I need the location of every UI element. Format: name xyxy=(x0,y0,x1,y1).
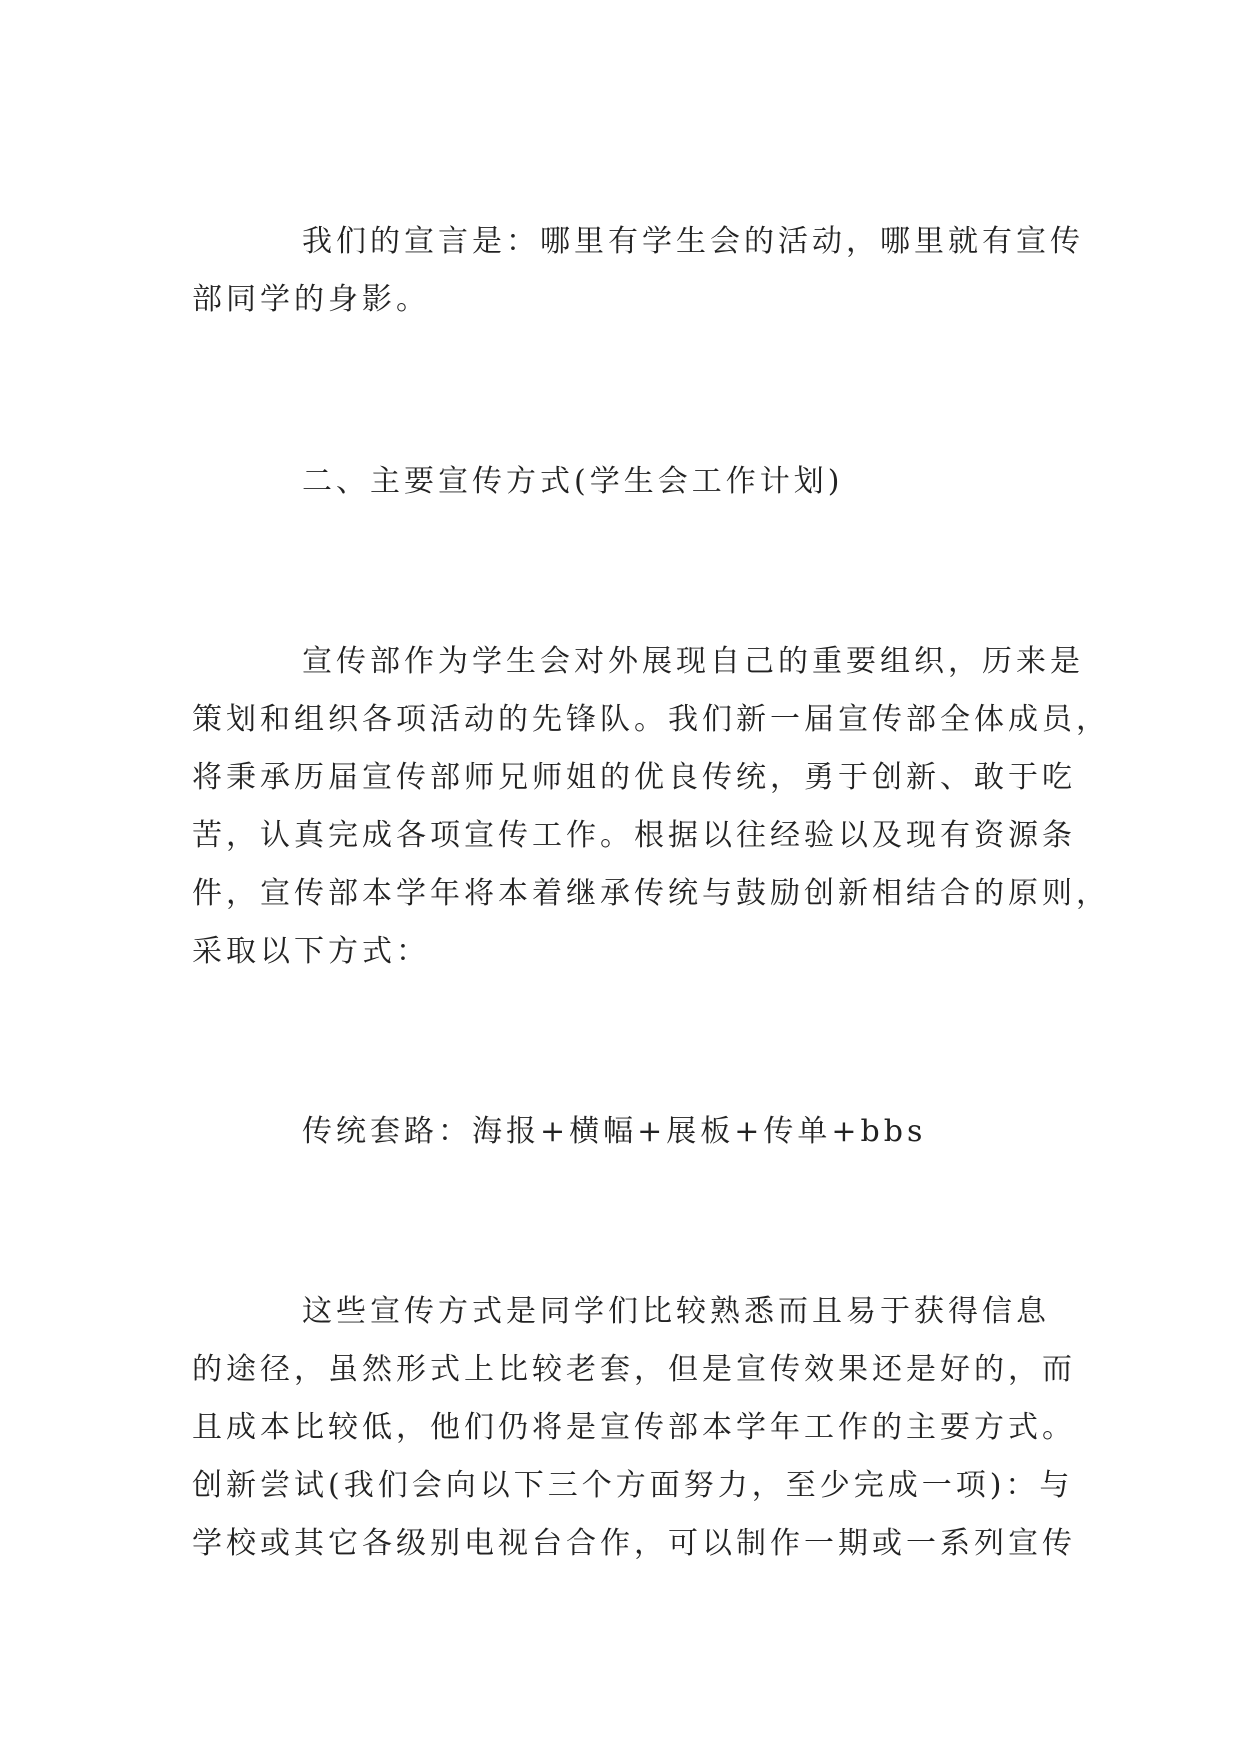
declaration-line-2: 部同学的身影。 xyxy=(192,282,430,317)
intro-line-6: 采取以下方式： xyxy=(192,934,430,969)
traditional-methods-line: 传统套路：海报+横幅+展板+传单+bbs xyxy=(302,1114,927,1149)
section-heading: 二、主要宣传方式(学生会工作计划) xyxy=(302,464,844,499)
intro-line-5: 件，宣传部本学年将本着继承传统与鼓励创新相结合的原则， xyxy=(192,876,1110,911)
declaration-line-1: 我们的宣言是：哪里有学生会的活动，哪里就有宣传 xyxy=(302,224,1084,259)
intro-line-3: 将秉承历届宣传部师兄师姐的优良传统，勇于创新、敢于吃 xyxy=(192,760,1076,795)
intro-line-2: 策划和组织各项活动的先锋队。我们新一届宣传部全体成员， xyxy=(192,702,1110,737)
explanation-line-4: 创新尝试(我们会向以下三个方面努力，至少完成一项)：与 xyxy=(192,1468,1074,1503)
intro-line-1: 宣传部作为学生会对外展现自己的重要组织，历来是 xyxy=(302,644,1084,679)
explanation-line-1: 这些宣传方式是同学们比较熟悉而且易于获得信息 xyxy=(302,1294,1050,1329)
explanation-line-3: 且成本比较低，他们仍将是宣传部本学年工作的主要方式。 xyxy=(192,1410,1076,1445)
explanation-line-2: 的途径，虽然形式上比较老套，但是宣传效果还是好的，而 xyxy=(192,1352,1076,1387)
intro-line-4: 苦，认真完成各项宣传工作。根据以往经验以及现有资源条 xyxy=(192,818,1076,853)
explanation-line-5: 学校或其它各级别电视台合作，可以制作一期或一系列宣传 xyxy=(192,1526,1076,1561)
